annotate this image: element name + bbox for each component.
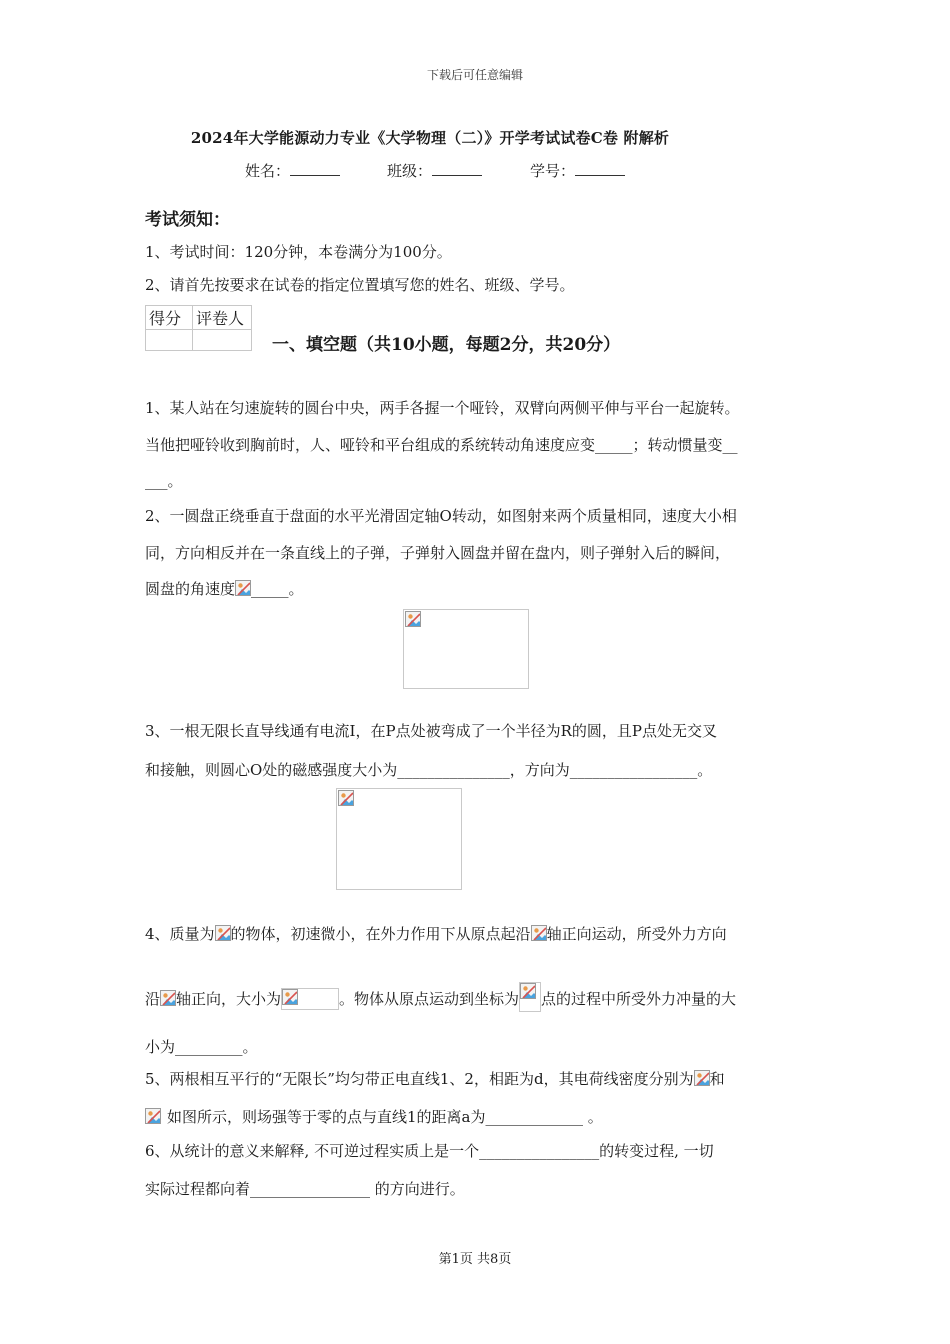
score-header: 得分 [146,306,193,330]
class-label: 班级： [387,162,433,180]
q5-text-c: 如图所示，则场强等于零的点与直线1的距离a为_____________ 。 [167,1108,603,1126]
exam-title: 2024年大学能源动力专业《大学物理（二）》开学考试试卷C卷 附解析 [190,129,670,147]
q2-line-1: 2、一圆盘正绕垂直于盘面的水平光滑固定轴O转动，如图射来两个质量相同，速度大小相 [145,507,737,525]
q4-line-1 [145,923,727,944]
broken-image-icon [235,580,251,596]
class-field [387,160,482,181]
broken-image-icon [282,989,298,1005]
student-id-field [530,160,625,181]
q5-text-a: 5、两根相互平行的“无限长”均匀带正电直线1、2，相距为d，其电荷线密度分别为 [145,1070,694,1088]
q6-line-2: 实际过程都向着________________ 的方向进行。 [145,1180,465,1198]
q4-text-g: 点的过程中所受外力冲量的大 [541,990,737,1008]
q4-inline-figure [519,982,541,1012]
score-table [145,305,252,351]
broken-image-icon [160,990,176,1006]
score-cell [146,330,193,351]
notice-item-2: 2、请首先按要求在试卷的指定位置填写您的姓名、班级、学号。 [145,276,575,294]
name-label: 姓名： [245,162,291,180]
q3-figure [336,788,462,890]
q3-line-2: 和接触，则圆心O处的磁感强度大小为_______________，方向为_________________。 [145,761,713,779]
q3-line-1: 3、一根无限长直导线通有电流I，在P点处被弯成了一个半径为R的圆，且P点处无交叉 [145,722,717,740]
broken-image-icon [405,611,421,627]
page-footer: 第1页 共8页 [438,1252,512,1267]
notice-heading: 考试须知： [145,210,230,230]
q2-line-2: 同，方向相反并在一条直线上的子弹，子弹射入圆盘并留在盘内，则子弹射入后的瞬间， [145,544,731,562]
q1-line-2: 当他把哑铃收到胸前时，人、哑铃和平台组成的系统转动角速度应变_____；转动惯量变__ [145,436,738,454]
q1-line-3: ___。 [145,472,183,490]
q5-line-2 [145,1106,603,1127]
student-id-blank [575,161,625,176]
q2-figure [403,609,529,689]
broken-image-icon [215,925,231,941]
section-title: 一、填空题（共10小题，每题2分，共20分） [272,335,621,355]
q2-text-b: _____。 [251,580,304,598]
q4-text-b: 的物体，初速微小，在外力作用下从原点起沿 [230,925,531,943]
q4-line-2 [145,982,736,1012]
q2-text-a: 圆盘的角速度 [145,580,236,598]
class-blank [432,161,482,176]
q4-text-f: 。物体从原点运动到坐标为 [339,990,520,1008]
broken-image-icon [694,1070,710,1086]
q5-text-b: 和 [709,1070,725,1088]
header-note: 下载后可任意编辑 [426,68,523,82]
broken-image-icon [145,1108,161,1124]
q2-line-3 [145,578,304,599]
notice-item-1: 1、考试时间：120分钟，本卷满分为100分。 [145,243,452,261]
student-id-label: 学号： [530,162,576,180]
q4-line-3: 小为_________。 [145,1038,258,1056]
broken-image-icon [520,983,536,999]
q6-line-1: 6、从统计的意义来解释, 不可逆过程实质上是一个________________的转变过程, 一切 [145,1142,714,1160]
grader-cell [193,330,252,351]
q4-text-c: 轴正向运动，所受外力方向 [546,925,727,943]
q4-inline-figure [281,988,339,1010]
name-blank [290,161,340,176]
q4-text-e: 轴正向，大小为 [176,990,282,1008]
q4-text-d: 沿 [145,990,161,1008]
q5-line-1 [145,1068,725,1089]
grader-header: 评卷人 [193,306,252,330]
name-field [245,160,340,181]
broken-image-icon [531,925,547,941]
broken-image-icon [338,790,354,806]
q4-text-a: 4、质量为 [145,925,215,943]
q1-line-1: 1、某人站在匀速旋转的圆台中央，两手各握一个哑铃，双臂向两侧平伸与平台一起旋转。 [145,399,740,417]
